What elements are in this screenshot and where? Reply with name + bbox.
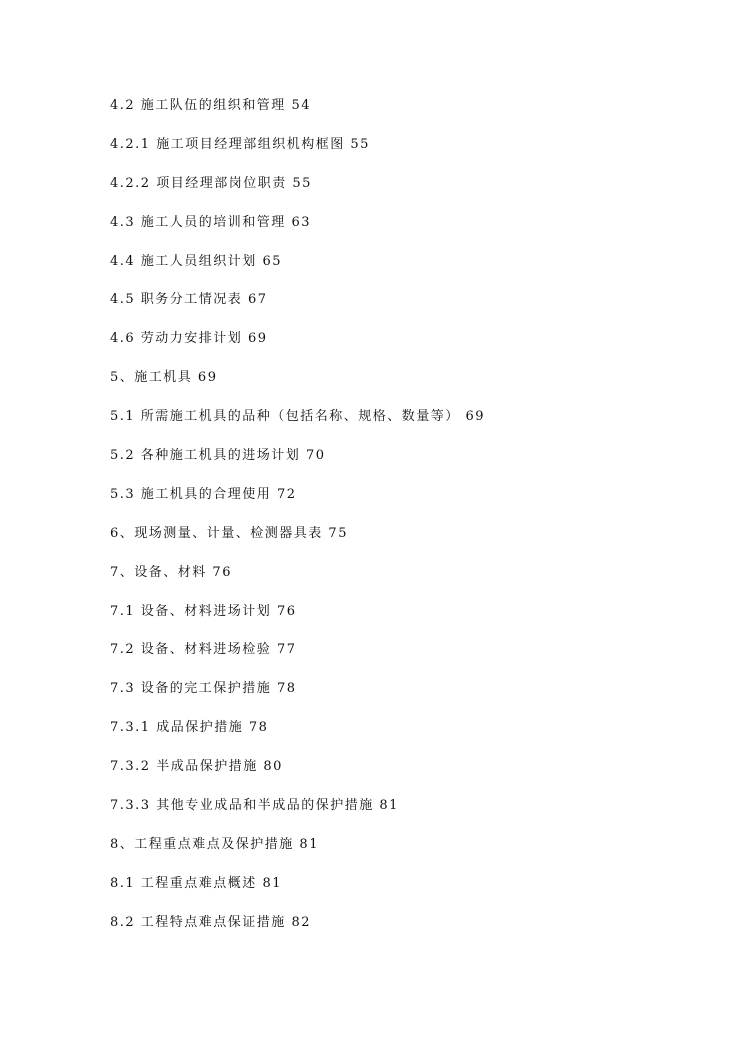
toc-entry-label: 7.3.1 成品保护措施 [110,720,244,736]
toc-entry [110,135,670,174]
toc-entry-page: 80 [263,759,283,775]
toc-entry-label: 4.5 职务分工情况表 [110,292,243,308]
toc-entry [110,407,670,446]
toc-entry-page: 72 [276,486,297,502]
toc-entry-label: 7.2 设备、材料进场检验 [110,642,272,658]
toc-entry [110,835,670,874]
toc-entry-page: 63 [291,214,311,230]
toc-entry [110,718,670,757]
toc-entry-page: 78 [276,681,297,697]
toc-entry-label: 7.3 设备的完工保护措施 [110,681,272,697]
toc-entry-label: 7.1 设备、材料进场计划 [110,603,272,619]
toc-entry-page: 78 [248,720,269,736]
toc-entry-label: 5.1 所需施工机具的品种（包括名称、规格、数量等） [110,409,460,425]
toc-entry [110,563,670,602]
toc-entry-label: 5.3 施工机具的合理使用 [110,486,272,502]
toc-entry-label: 4.3 施工人员的培训和管理 [110,214,286,230]
toc-entry-page: 69 [465,409,485,425]
toc-entry-page: 75 [328,525,348,541]
toc-entry-page: 81 [262,875,282,891]
toc-entry [110,446,670,485]
table-of-contents [110,96,670,952]
toc-entry-page: 82 [291,914,311,930]
toc-entry [110,913,670,952]
toc-entry-label: 8.2 工程特点难点保证措施 [110,914,286,930]
toc-entry-label: 4.2.2 项目经理部岗位职责 [110,175,287,191]
toc-entry [110,213,670,252]
toc-entry-label: 4.6 劳动力安排计划 [110,331,243,347]
toc-entry [110,329,670,368]
toc-entry-label: 4.2 施工队伍的组织和管理 [110,98,286,113]
toc-entry [110,252,670,291]
toc-entry [110,290,670,329]
toc-entry-page: 70 [305,448,326,464]
toc-entry-page: 69 [197,370,218,386]
toc-entry [110,874,670,913]
toc-entry-label: 7、设备、材料 [110,564,207,580]
toc-entry-label: 5.2 各种施工机具的进场计划 [110,448,301,464]
toc-entry-page: 67 [247,292,268,308]
toc-entry [110,679,670,718]
toc-entry-page: 81 [379,798,399,814]
toc-entry-label: 4.2.1 施工项目经理部组织机构框图 [110,136,345,152]
toc-entry-page: 54 [291,98,311,113]
toc-entry [110,174,670,213]
toc-entry-page: 77 [276,642,297,658]
toc-entry [110,485,670,524]
toc-entry-page: 76 [276,603,297,619]
toc-entry-label: 7.3.3 其他专业成品和半成品的保护措施 [110,798,374,814]
toc-entry-page: 55 [350,136,370,152]
toc-entry [110,796,670,835]
toc-entry-page: 76 [212,564,232,580]
toc-entry-label: 6、现场测量、计量、检测器具表 [110,525,323,541]
toc-entry-label: 5、施工机具 [110,370,193,386]
toc-entry-page: 55 [292,175,312,191]
toc-entry [110,757,670,796]
toc-entry-page: 65 [262,253,282,269]
toc-entry-page: 69 [247,331,268,347]
toc-entry-label: 8、工程重点难点及保护措施 [110,836,294,852]
toc-entry [110,96,670,135]
toc-entry [110,640,670,679]
toc-entry-page: 81 [299,836,319,852]
toc-entry-label: 8.1 工程重点难点概述 [110,875,257,891]
toc-entry [110,368,670,407]
toc-entry [110,602,670,641]
toc-entry [110,524,670,563]
toc-entry-label: 7.3.2 半成品保护措施 [110,759,258,775]
toc-entry-label: 4.4 施工人员组织计划 [110,253,257,269]
